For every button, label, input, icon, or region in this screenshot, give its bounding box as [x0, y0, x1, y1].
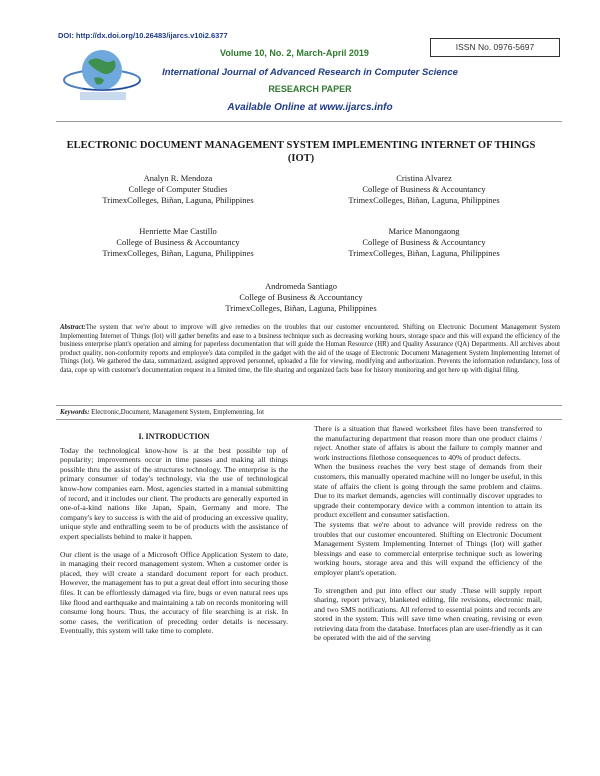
volume-line: Volume 10, No. 2, March-April 2019: [220, 48, 369, 58]
paper-title: ELECTRONIC DOCUMENT MANAGEMENT SYSTEM IMPLEMENTING INTERNET OF THINGS (IOT): [66, 140, 536, 164]
author-inst: TrimexColleges, Biñan, Laguna, Philippines: [348, 248, 500, 258]
left-column: [60, 432, 288, 644]
author-name: Analyn R. Mendoza: [143, 173, 213, 183]
issn-box: ISSN No. 0976-5697: [430, 38, 560, 57]
journal-name: International Journal of Advanced Research in Computer Science: [162, 67, 458, 78]
author-name: Cristina Alvarez: [396, 173, 452, 183]
author-block: [58, 173, 298, 206]
author-block: [181, 281, 421, 314]
paragraph: There is a situation that flawed worksheet files have been transferred to the manufacturing department that reason more than one product claims / reject. Another state of affairs is about the failure to comply manner and work instructions filethose consequences to 40% of product defects.: [314, 424, 542, 462]
author-dept: College of Business & Accountancy: [362, 184, 486, 194]
author-dept: College of Business & Accountancy: [116, 237, 240, 247]
author-name: Henriette Mae Castillo: [139, 226, 217, 236]
abstract-divider: [56, 405, 562, 406]
journal-logo-icon: [60, 40, 145, 106]
keywords: [60, 409, 560, 416]
author-block: [304, 173, 544, 206]
keywords-label: Keywords:: [60, 409, 90, 416]
paragraph: Our client is the usage of a Microsoft Office Application System to date, in managing their record management system. When a customer order is placed, they will create a standard document report for each product. However, the management has to put a great deal effort into securing those files. It can be effortlessly damaged via fire, bugs or even natural rees ups like flood and earthquake and maintaining a tab on records monitoring will consume long hours. Thus, the accuracy of file searching is at risk. In some cases, the verification of preceding order details is necessary. Eventually, this system will take time to complete.: [60, 549, 288, 636]
paragraph: When the business reaches the very best stage of demands from their customers, this manually operated machine will no longer be useful, in this state of affairs the client is going through the same problem and claims. Due to its market demands, agencies will continually discover upgrades to upgrade their contemporary device with a common intention to attain its product excellent and consumer satisfaction.: [314, 462, 542, 520]
author-dept: College of Business & Accountancy: [362, 237, 486, 247]
author-name: Andromeda Santiago: [265, 281, 337, 291]
author-block: [58, 226, 298, 259]
paper-type: RESEARCH PAPER: [268, 84, 352, 94]
doi-line: DOI: http://dx.doi.org/10.26483/ijarcs.v10i2.6377: [58, 31, 228, 40]
paragraph: To strengthen and put into effect our study .These will supply report sharing, report privacy, blanketed editing, file revisions, electronic mail, and two SMS notifications. All referred to essential points and records are stored in the system. This will save time when creating, revising or even retrieving data from the database. Interfaces plan are user-friendly as it can be operated with the aid of the serving: [314, 585, 542, 643]
author-block: [304, 226, 544, 259]
keywords-divider: [56, 419, 562, 420]
section-heading: I. INTRODUCTION: [138, 432, 210, 441]
author-inst: TrimexColleges, Biñan, Laguna, Philippines: [102, 195, 254, 205]
paragraph: The systems that we're about to advance will provide redress on the troubles that our customer encountered. Shifting on Electronic Document Management System Implementing Internet of Things (Iot) will gather blessings and ease to commercial enterprise technique such as lowering working hours, storage area and this will expand the efficiency of the employer plant's operation.: [314, 519, 542, 577]
paragraph: Today the technological know-how is at the best possible top of popularity; improvements occur in time passes and making all things possible thru the assist of the structures technology. The enterprise is the primary consumer of today's technology, via the use of technological know-how companies earn. Most, agencies started in a manual submitting of record, and it includes our client. The products are generally exported in one-of-a-kind nations like Japan, Spain, Germany and more. The company's key to success is with the aid of producing an excessive quality, unique style and enthralling seem to be of products with the assistance of expert specialists behind to make it happen.: [60, 445, 288, 541]
author-inst: TrimexColleges, Biñan, Laguna, Philippines: [225, 303, 377, 313]
right-column: [314, 424, 542, 651]
author-inst: TrimexColleges, Biñan, Laguna, Philippines: [348, 195, 500, 205]
author-inst: TrimexColleges, Biñan, Laguna, Philippines: [102, 248, 254, 258]
available-online: Available Online at www.ijarcs.info: [227, 102, 393, 113]
abstract-label: Abstract:: [60, 324, 86, 331]
author-dept: College of Computer Studies: [128, 184, 228, 194]
abstract-text: The system that we're about to improve will give remedies on the troubles that our customer encountered. Shifting on Electronic Document Management System Implementing Internet of Things (Iot) will gather benefits and ease to a business technique such as decreasing working hours, storage space and this will expand the efficiency of the business enterprise plant's operation and aiming for paperless documentation that will guide the Human Resource (HR) and Quality Assurance (QA) Departments. All archives about product quality, non-conformity reports and employee's data compiled in the gadget with the aid of the usage of Electronic Document Management System Implementing Internet of Things (Iot). We gathered the data, summarized, assigned approved personnel, uploaded a file for viewing, modifying and authorization. Prevents the information redundancy, loss of data, cope up with customer's documentation request in a limited time, the file sharing and organized facts base for history monitoring and got here up with digital filing.: [60, 324, 560, 374]
keywords-text: Electronic,Document, Management System, Emplementing, Iot: [91, 409, 265, 416]
author-dept: College of Business & Accountancy: [239, 292, 363, 302]
abstract: [60, 324, 560, 376]
author-name: Marice Manongaong: [388, 226, 460, 236]
header-divider: [56, 121, 562, 122]
